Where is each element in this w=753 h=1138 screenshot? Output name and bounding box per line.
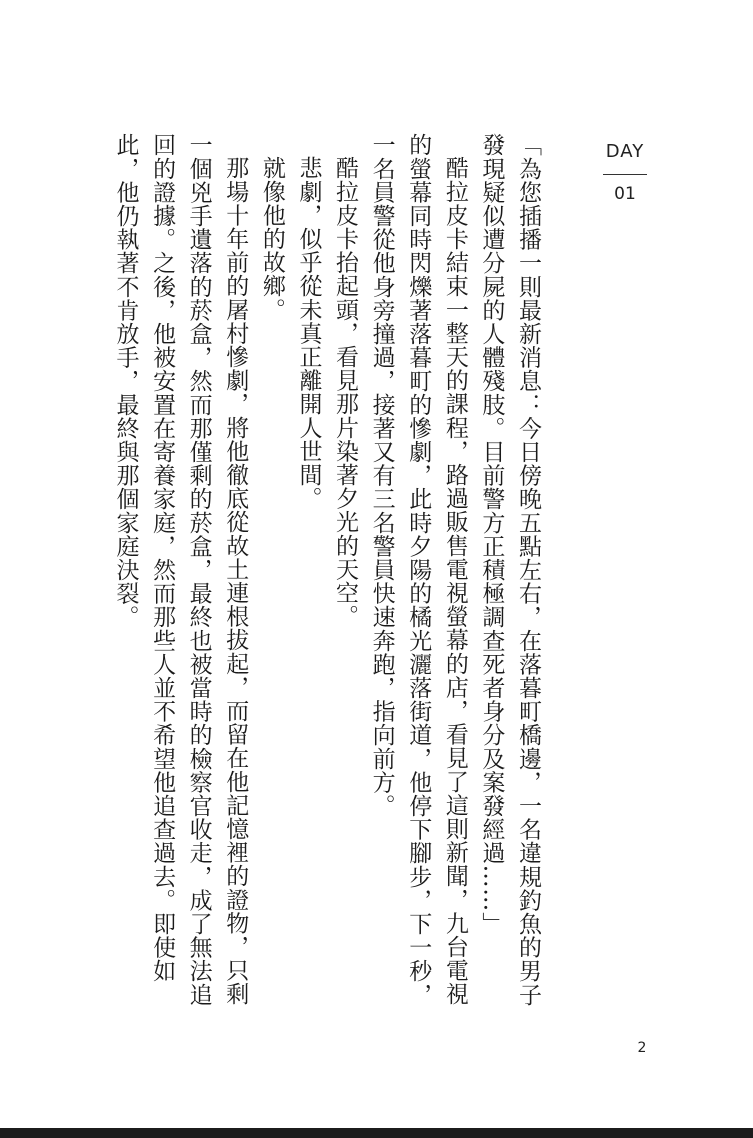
chapter-heading — [595, 140, 655, 205]
chapter-number: 01 — [614, 184, 636, 204]
chapter-divider — [603, 174, 647, 175]
page-number: 2 — [637, 1040, 647, 1056]
paragraph-street-scene: 酷拉皮卡結束一整天的課程，路過販售電視螢幕的店，看見了這則新聞，九台電視的螢幕同時閃爍著落暮町的慘劇，此時夕陽的橘光灑落街道，他停下腳步，下一秒，一名員警從他身旁撞過，接著又有三名警員快速奔跑，指向前方。 — [368, 133, 468, 1007]
chapter-title: DAY — [605, 141, 645, 162]
paragraph-news-broadcast: 「為您插播一則最新消息：今日傍晚五點左右，在落暮町橋邊，一名違規釣魚的男子發現疑似遭分屍的人體殘肢。目前警方正積極調查死者身分及案發經過……」 — [478, 133, 541, 1007]
vertical-body-text — [107, 133, 546, 1013]
paragraph-backstory: 那場十年前的屠村慘劇，將他徹底從故土連根拔起，而留在他記憶裡的證物，只剩一個兇手遺落的菸盒，然而那僅剩的菸盒，最終也被當時的檢察官收走，成了無法追回的證據。之後，他被安置在寄養家庭，然而那些人並不希望他追查過去。即使如此，他仍執著不肯放手，最終與那個家庭決裂。 — [112, 133, 249, 1007]
paragraph-tragedy: 悲劇，似乎從未真正離開人世間。 — [295, 156, 322, 510]
bottom-edge-band — [0, 1128, 753, 1138]
paragraph-sky: 酷拉皮卡抬起頭，看見那片染著夕光的天空。 — [332, 156, 359, 628]
paragraph-hometown: 就像他的故鄉。 — [258, 156, 285, 322]
